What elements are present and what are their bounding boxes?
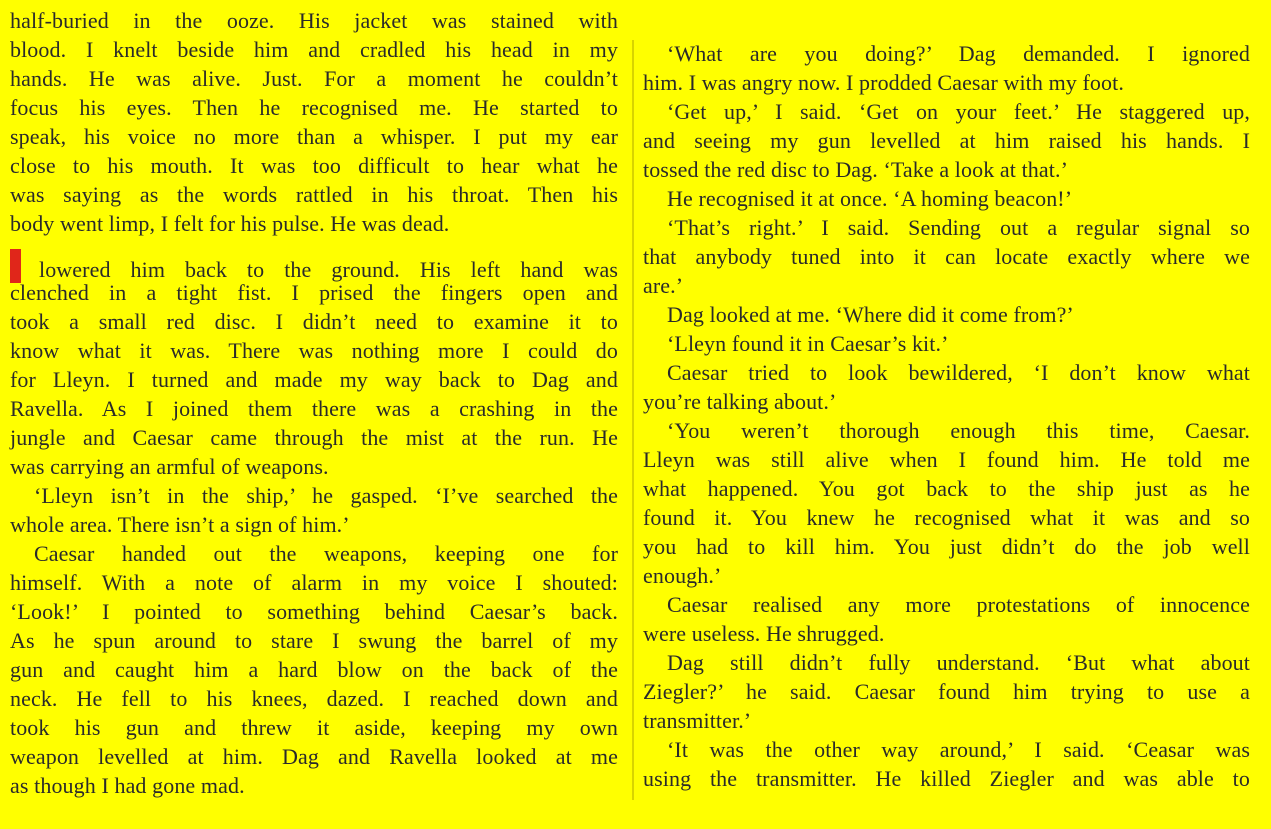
line-text: him. I was angry now. I prodded Caesar with my foot. [643,70,1124,95]
text-line [10,655,618,684]
text-line [10,713,618,742]
line-text: using the transmitter. He killed Ziegler and was able to [643,766,1250,791]
line-text: transmitter.’ [643,708,752,733]
text-line [10,394,618,423]
line-text: whole area. There isn’t a sign of him.’ [10,512,350,537]
text-line [10,6,618,35]
line-text: were useless. He shrugged. [643,621,885,646]
text-line [643,590,1250,619]
line-text: for Lleyn. I turned and made my way back to Dag and [10,367,618,392]
line-text: Caesar realised any more protestations of innocence [667,592,1250,617]
text-line [10,64,618,93]
right-text-column [643,39,1250,793]
text-line [643,329,1250,358]
line-text: close to his mouth. It was too difficult to hear what he [10,153,618,178]
text-line [10,180,618,209]
text-line [643,97,1250,126]
text-line [643,242,1250,271]
line-text: ‘Look!’ I pointed to something behind Caesar’s back. [10,599,618,624]
line-text: tossed the red disc to Dag. ‘Take a look at that.’ [643,157,1068,182]
text-line [643,503,1250,532]
line-text: body went limp, I felt for his pulse. He was dead. [10,211,450,236]
line-text: lowered him back to the ground. His left hand was [39,257,618,282]
text-line [10,481,618,510]
text-line [10,539,618,568]
text-line [643,126,1250,155]
line-text: Lleyn was still alive when I found him. He told me [643,447,1250,472]
line-text: He recognised it at once. ‘A homing beacon!’ [667,186,1073,211]
text-line [643,648,1250,677]
text-line [643,271,1250,300]
line-text: Dag looked at me. ‘Where did it come from?’ [667,302,1074,327]
line-text: know what it was. There was nothing more I could do [10,338,618,363]
text-line [643,561,1250,590]
text-line [643,677,1250,706]
text-line [10,278,618,307]
line-text: ‘Lleyn isn’t in the ship,’ he gasped. ‘I’ve searched the [34,483,618,508]
line-text: speak, his voice no more than a whisper. I put my ear [10,124,618,149]
line-text: Ziegler?’ he said. Caesar found him trying to use a [643,679,1250,704]
text-line [10,93,618,122]
line-text: Caesar tried to look bewildered, ‘I don’t know what [667,360,1250,385]
text-line [643,358,1250,387]
line-text: took a small red disc. I didn’t need to examine it to [10,309,618,334]
text-line [10,249,618,282]
line-text: ‘Get up,’ I said. ‘Get on your feet.’ He staggered up, [667,99,1250,124]
line-text: himself. With a note of alarm in my voice I shouted: [10,570,618,595]
text-line [10,423,618,452]
text-line [643,213,1250,242]
line-text: blood. I knelt beside him and cradled his head in my [10,37,618,62]
text-line [643,619,1250,648]
line-text: ‘What are you doing?’ Dag demanded. I ignored [667,41,1250,66]
text-line [643,300,1250,329]
text-line [10,365,618,394]
line-text: ‘You weren’t thorough enough this time, Caesar. [667,418,1250,443]
text-line [10,35,618,64]
text-line [10,568,618,597]
text-line [10,510,618,539]
line-text: was saying as the words rattled in his throat. Then his [10,182,618,207]
line-text: you’re talking about.’ [643,389,837,414]
text-line [643,764,1250,793]
text-line [10,151,618,180]
line-text: Caesar handed out the weapons, keeping one for [34,541,618,566]
text-line [10,597,618,626]
text-line [643,735,1250,764]
text-line [10,336,618,365]
text-line [10,452,618,481]
text-line [10,626,618,655]
line-text: neck. He fell to his knees, dazed. I reached down and [10,686,618,711]
text-line [10,209,618,238]
line-text: Dag still didn’t fully understand. ‘But what about [667,650,1250,675]
text-line [643,416,1250,445]
line-text: what happened. You got back to the ship just as he [643,476,1250,501]
line-text: and seeing my gun levelled at him raised his hands. I [643,128,1250,153]
line-text: hands. He was alive. Just. For a moment he couldn’t [10,66,618,91]
text-line [643,445,1250,474]
text-line [643,68,1250,97]
line-text: ‘That’s right.’ I said. Sending out a regular signal so [667,215,1250,240]
left-text-column [10,6,618,800]
line-text: was carrying an armful of weapons. [10,454,329,479]
text-line [643,184,1250,213]
text-line [10,307,618,336]
line-text: half-buried in the ooze. His jacket was stained with [10,8,618,33]
line-text: enough.’ [643,563,722,588]
line-text: you had to kill him. You just didn’t do the job well [643,534,1250,559]
line-text: focus his eyes. Then he recognised me. He started to [10,95,618,120]
line-text: clenched in a tight fist. I prised the fingers open and [10,280,618,305]
text-line [10,684,618,713]
text-line [643,387,1250,416]
text-line [643,706,1250,735]
column-divider [632,40,634,800]
text-line [10,122,618,151]
text-line [643,474,1250,503]
line-text: that anybody tuned into it can locate exactly where we [643,244,1250,269]
line-text: weapon levelled at him. Dag and Ravella looked at me [10,744,618,769]
line-text: Ravella. As I joined them there was a crashing in the [10,396,618,421]
text-line [10,742,618,771]
text-line [10,771,618,800]
text-line [643,155,1250,184]
line-text: ‘Lleyn found it in Caesar’s kit.’ [667,331,949,356]
line-text: found it. You knew he recognised what it was and so [643,505,1250,530]
line-text: As he spun around to stare I swung the barrel of my [10,628,618,653]
line-text: are.’ [643,273,684,298]
line-text: as though I had gone mad. [10,773,245,798]
line-text: took his gun and threw it aside, keeping my own [10,715,618,740]
line-text: gun and caught him a hard blow on the back of the [10,657,618,682]
line-text: ‘It was the other way around,’ I said. ‘Ceasar was [667,737,1250,762]
text-line [643,39,1250,68]
text-line [643,532,1250,561]
line-text: jungle and Caesar came through the mist at the run. He [10,425,618,450]
